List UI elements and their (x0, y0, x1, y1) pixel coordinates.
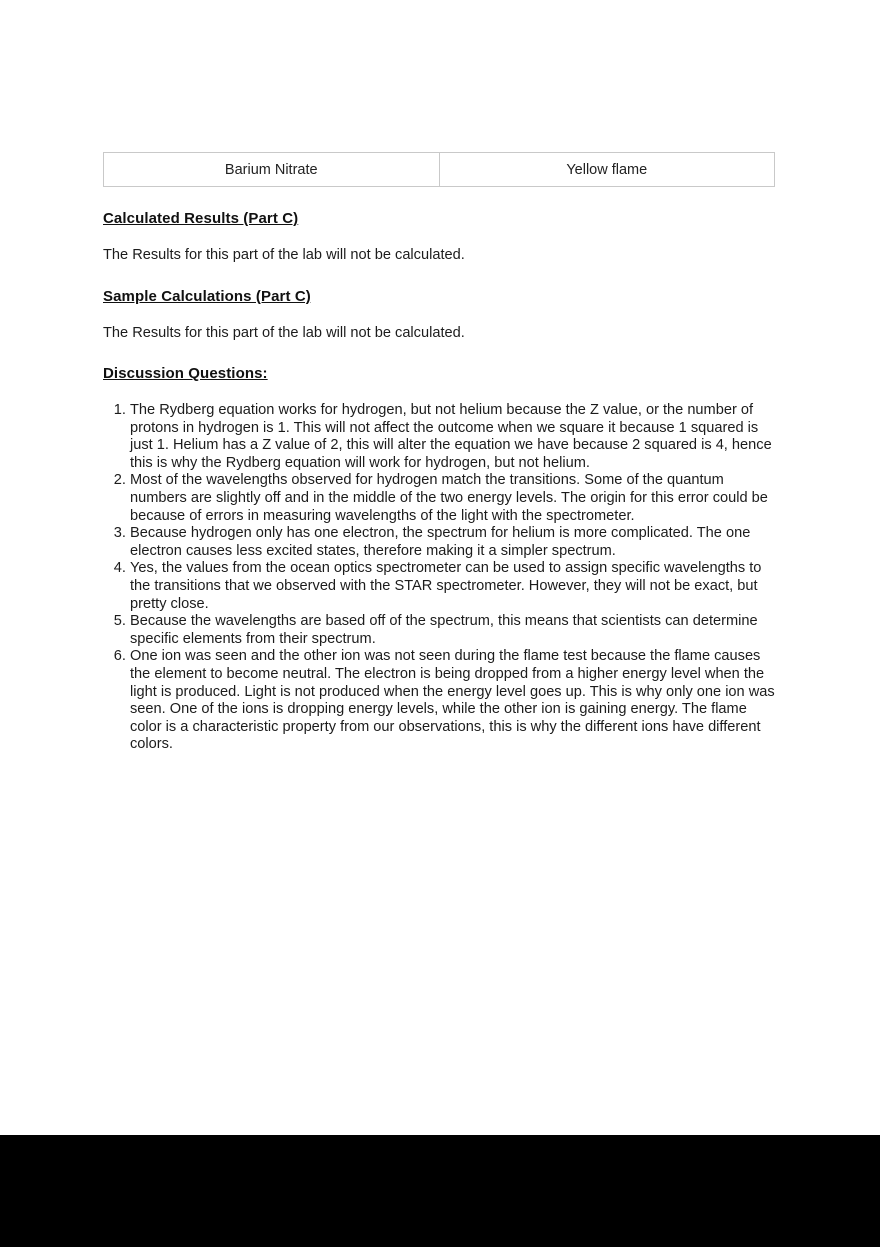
table-cell-flame-color: Yellow flame (439, 153, 775, 187)
discussion-answer-6: 6. One ion was seen and the other ion was not seen during the flame test because the flame causes the element to become neutral. The electron is being dropped from a higher energy level when the light is produced. Light is not produced when the energy level goes up. This is why only one ion was seen. One of the ions is dropping energy levels, while the other ion is gaining energy. The flame color is a characteristic property from our observations, this is why the different ions have different colors. (130, 648, 775, 754)
discussion-answer-5: 5. Because the wavelengths are based off of the spectrum, this means that scientists can determine specific elements from their spectrum. (130, 613, 775, 648)
discussion-answers-list (103, 402, 775, 754)
page-content (103, 152, 775, 754)
page-bottom-black-band (0, 1135, 880, 1247)
table-row (104, 153, 775, 187)
heading-sample-calculations: Sample Calculations (Part C) (103, 287, 311, 305)
discussion-answer-3: 3. Because hydrogen only has one electron, the spectrum for helium is more complicated. The one electron causes less excited states, therefore making it a simpler spectrum. (130, 525, 775, 560)
discussion-answer-4: 4. Yes, the values from the ocean optics spectrometer can be used to assign specific wavelengths to the transitions that we observed with the STAR spectrometer. However, they will not be exact, but pretty close. (130, 560, 775, 613)
heading-discussion-questions: Discussion Questions: (103, 365, 268, 382)
heading-calculated-results: Calculated Results (Part C) (103, 210, 299, 227)
observations-table (103, 152, 775, 187)
table-cell-substance: Barium Nitrate (104, 153, 440, 187)
discussion-answer-1: 1. The Rydberg equation works for hydrogen, but not helium because the Z value, or the number of protons in hydrogen is 1. This will not affect the outcome when we square it because 1 squared is just 1. Helium has a Z value of 2, this will alter the equation we have because 2 squared is 4, hence this is why the Rydberg equation will work for hydrogen, but not helium. (130, 402, 775, 472)
calculated-results-body: The Results for this part of the lab will not be calculated. (103, 247, 465, 263)
sample-calculations-body: The Results for this part of the lab will not be calculated. (103, 324, 465, 341)
discussion-answer-2: 2. Most of the wavelengths observed for hydrogen match the transitions. Some of the quantum numbers are slightly off and in the middle of the two energy levels. The origin for this error could be because of errors in measuring wavelengths of the light with the spectrometer. (130, 472, 775, 525)
